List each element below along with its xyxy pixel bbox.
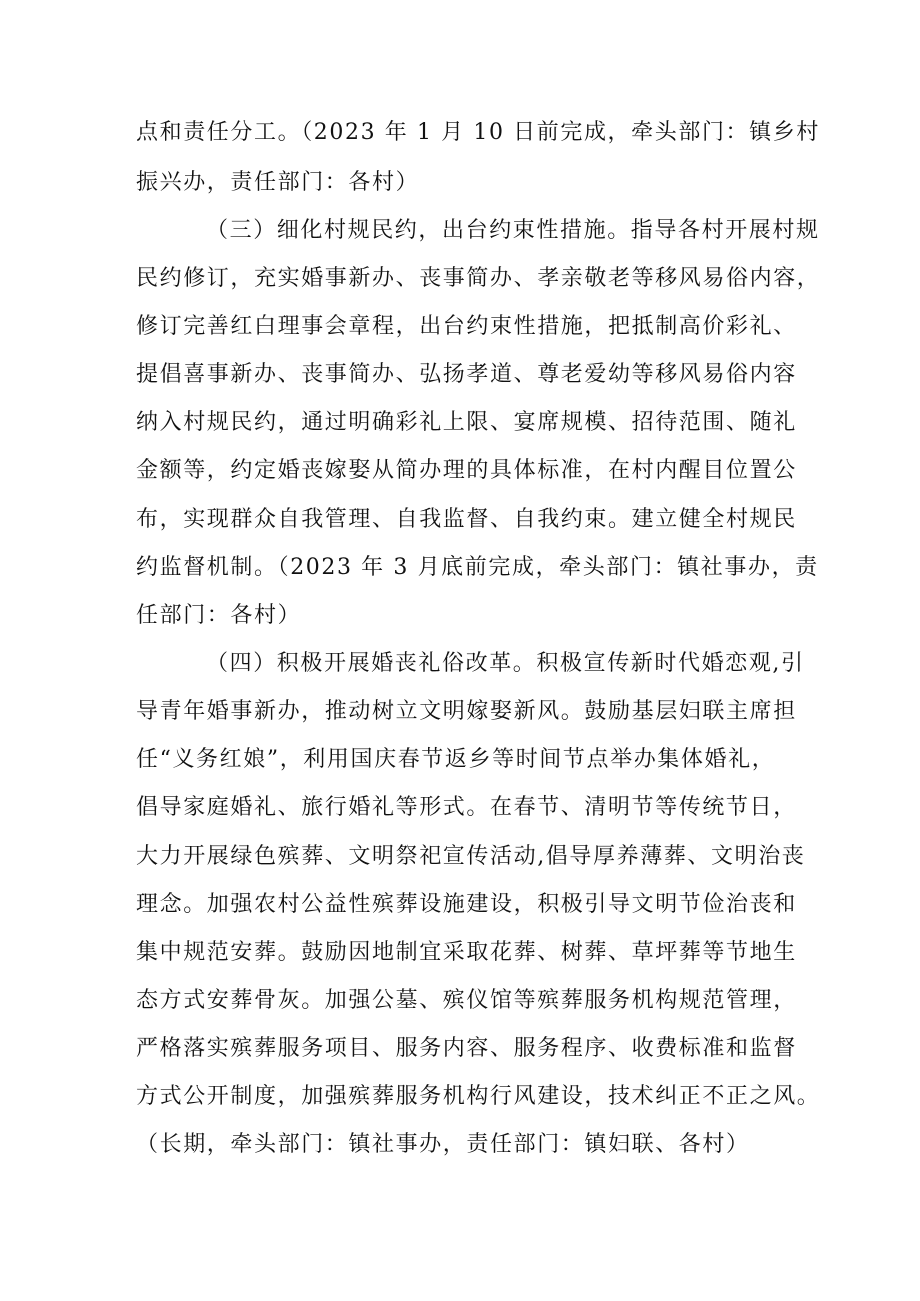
text-line: 金额等，约定婚丧嫁娶从简办理的具体标准，在村内醒目位置公 — [136, 458, 797, 483]
text-line: 提倡喜事新办、丧事简办、弘扬孝道、尊老爱幼等移风易俗内容 — [136, 362, 797, 387]
text-line: 态方式安葬骨灰。加强公墓、殡仪馆等殡葬服务机构规范管理， — [136, 988, 797, 1013]
text-line: 纳入村规民约，通过明确彩礼上限、宴席规模、招待范围、随礼 — [136, 410, 797, 435]
section-4-heading-line: （四）积极开展婚丧礼俗改革。积极宣传新时代婚恋观,引 — [206, 651, 805, 676]
text-line: 方式公开制度，加强殡葬服务机构行风建设，技术纠正不正之风。 — [136, 1084, 821, 1109]
text-line: 点和责任分工。（2023 年 1 月 10 日前完成，牵头部门：镇乡村 — [136, 120, 820, 145]
text-line: 任“义务红娘”，利用国庆春节返乡等时间节点举办集体婚礼， — [136, 747, 776, 772]
text-line: 任部门：各村） — [136, 603, 302, 628]
text-line: 理念。加强农村公益性殡葬设施建设，积极引导文明节俭治丧和 — [136, 892, 797, 917]
text-line: 集中规范安葬。鼓励因地制宜采取花葬、树葬、草坪葬等节地生 — [136, 940, 797, 965]
text-line: 约监督机制。（2023 年 3 月底前完成，牵头部门：镇社事办，责 — [136, 555, 819, 580]
text-line: 布，实现群众自我管理、自我监督、自我约束。建立健全村规民 — [136, 507, 797, 532]
text-line: 修订完善红白理事会章程，出台约束性措施，把抵制高价彩礼、 — [136, 314, 797, 339]
text-line: 导青年婚事新办，推动树立文明嫁娶新风。鼓励基层妇联主席担 — [136, 699, 797, 724]
text-line: 严格落实殡葬服务项目、服务内容、服务程序、收费标准和监督 — [136, 1036, 797, 1061]
section-3-heading-line: （三）细化村规民约，出台约束性措施。指导各村开展村规 — [206, 218, 820, 243]
text-line: 振兴办，责任部门：各村） — [136, 170, 420, 195]
text-line: 民约修订，充实婚事新办、丧事简办、孝亲敬老等移风易俗内容， — [136, 266, 821, 291]
text-line: 大力开展绿色殡葬、文明祭祀宣传活动,倡导厚养薄葬、文明治丧 — [136, 844, 806, 869]
text-line: （长期，牵头部门：镇社事办，责任部门：镇妇联、各村） — [136, 1132, 750, 1157]
text-line: 倡导家庭婚礼、旅行婚礼等形式。在春节、清明节等传统节日， — [136, 795, 797, 820]
